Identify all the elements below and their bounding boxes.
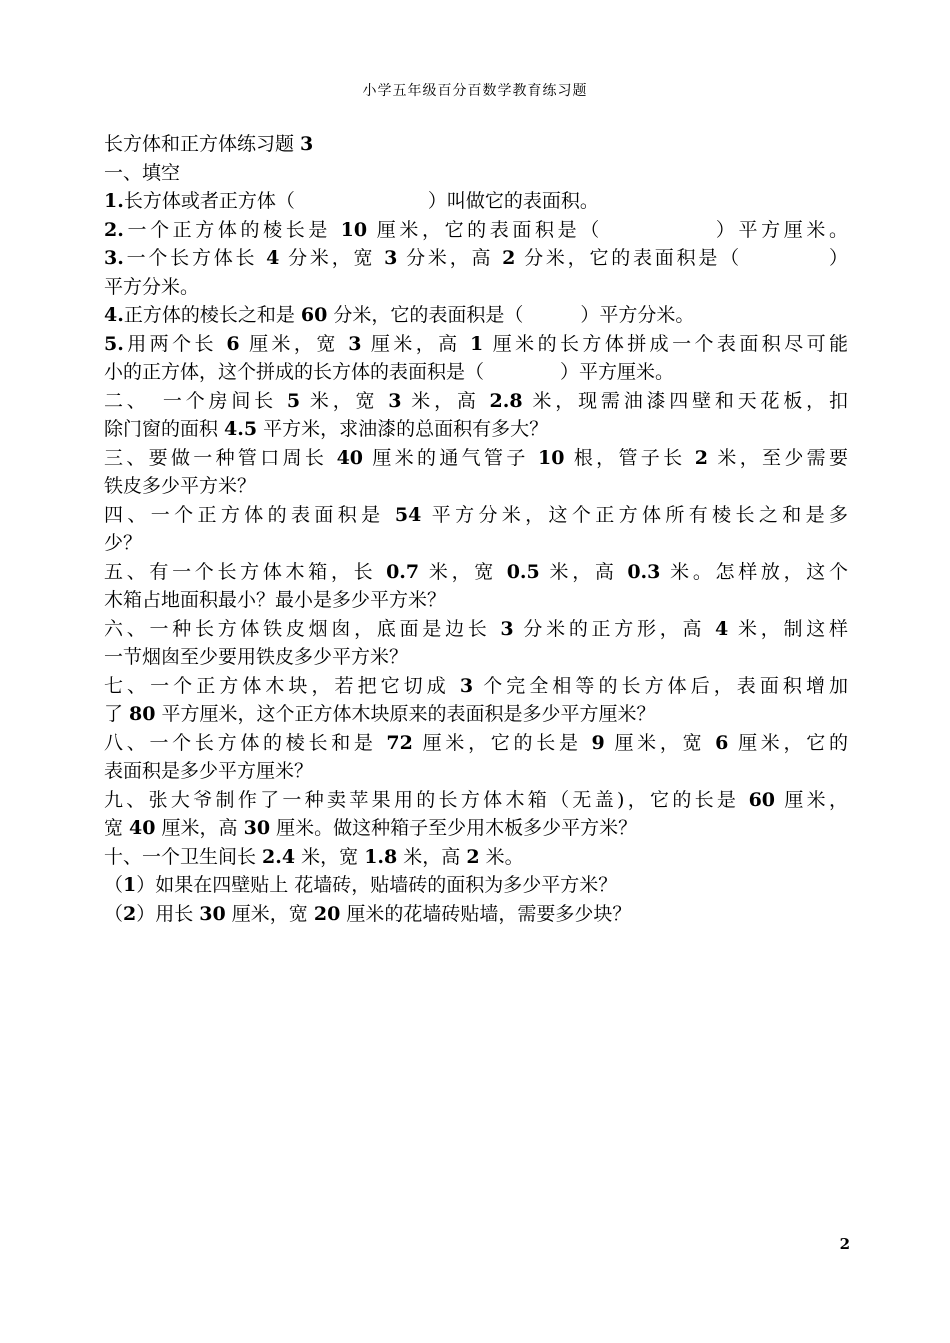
question-line: 五、有一个长方体木箱，长 0.7 米，宽 0.5 米，高 0.3 米。怎样放，这个 — [104, 560, 848, 583]
question-line: 除门窗的面积 4.5 平方米，求油漆的总面积有多大？ — [104, 418, 549, 440]
question-line: 少？ — [104, 532, 143, 554]
question-line: 小的正方体，这个拼成的长方体的表面积是（ ）平方厘米。 — [104, 361, 675, 383]
section-heading-fill-in: 一、填空 — [104, 161, 181, 184]
worksheet-title: 长方体和正方体练习题 3 — [104, 133, 314, 155]
page-number: 2 — [839, 1235, 850, 1253]
question-line: 四、一个正方体的表面积是 54 平方分米，这个正方体所有棱长之和是多 — [104, 503, 848, 526]
question-line: （1）如果在四壁贴上 花墙砖，贴墙砖的面积为多少平方米？ — [104, 874, 618, 896]
question-line: 一节烟囱至少要用铁皮多少平方米？ — [104, 646, 409, 668]
question-line: 5.用两个长 6 厘米，宽 3 厘米，高 1 厘米的长方体拼成一个表面积尽可能 — [104, 332, 848, 355]
question-line: （2）用长 30 厘米，宽 20 厘米的花墙砖贴墙，需要多少块？ — [104, 902, 632, 925]
question-line: 表面积是多少平方厘米？ — [104, 760, 314, 782]
question-line: 宽 40 厘米，高 30 厘米。做这种箱子至少用木板多少平方米？ — [104, 817, 638, 839]
question-line: 九、张大爷制作了一种卖苹果用的长方体木箱（无盖)，它的长是 60 厘米， — [104, 788, 848, 811]
question-list — [104, 187, 848, 928]
question-line: 了 80 平方厘米，这个正方体木块原来的表面积是多少平方厘米？ — [104, 703, 656, 725]
question-line: 铁皮多少平方米？ — [104, 475, 257, 497]
question-line: 2.一个正方体的棱长是 10 厘米，它的表面积是（ ）平方厘米。 — [104, 218, 848, 241]
question-line: 六、一种长方体铁皮烟囱，底面是边长 3 分米的正方形，高 4 米，制这样 — [104, 617, 848, 640]
question-line: 七、一个正方体木块，若把它切成 3 个完全相等的长方体后，表面积增加 — [104, 674, 848, 697]
question-line: 二、 一个房间长 5 米，宽 3 米，高 2.8 米，现需油漆四壁和天花板，扣 — [104, 389, 848, 412]
page-header: 小学五年级百分百数学教育练习题 — [362, 83, 588, 99]
question-line: 1.长方体或者正方体（ ）叫做它的表面积。 — [104, 190, 599, 212]
question-line: 木箱占地面积最小？最小是多少平方米？ — [104, 589, 447, 611]
worksheet-body — [104, 130, 848, 928]
question-line: 4.正方体的棱长之和是 60 分米，它的表面积是（ ）平方分米。 — [104, 304, 695, 326]
question-line: 3.一个长方体长 4 分米，宽 3 分米，高 2 分米，它的表面积是（ ） — [104, 247, 848, 269]
question-line: 八、一个长方体的棱长和是 72 厘米，它的长是 9 厘米，宽 6 厘米，它的 — [104, 731, 848, 754]
question-line: 平方分米。 — [104, 275, 200, 298]
question-line: 十、一个卫生间长 2.4 米，宽 1.8 米，高 2 米。 — [104, 845, 524, 868]
question-line: 三、要做一种管口周长 40 厘米的通气管子 10 根，管子长 2 米，至少需要 — [104, 446, 848, 469]
